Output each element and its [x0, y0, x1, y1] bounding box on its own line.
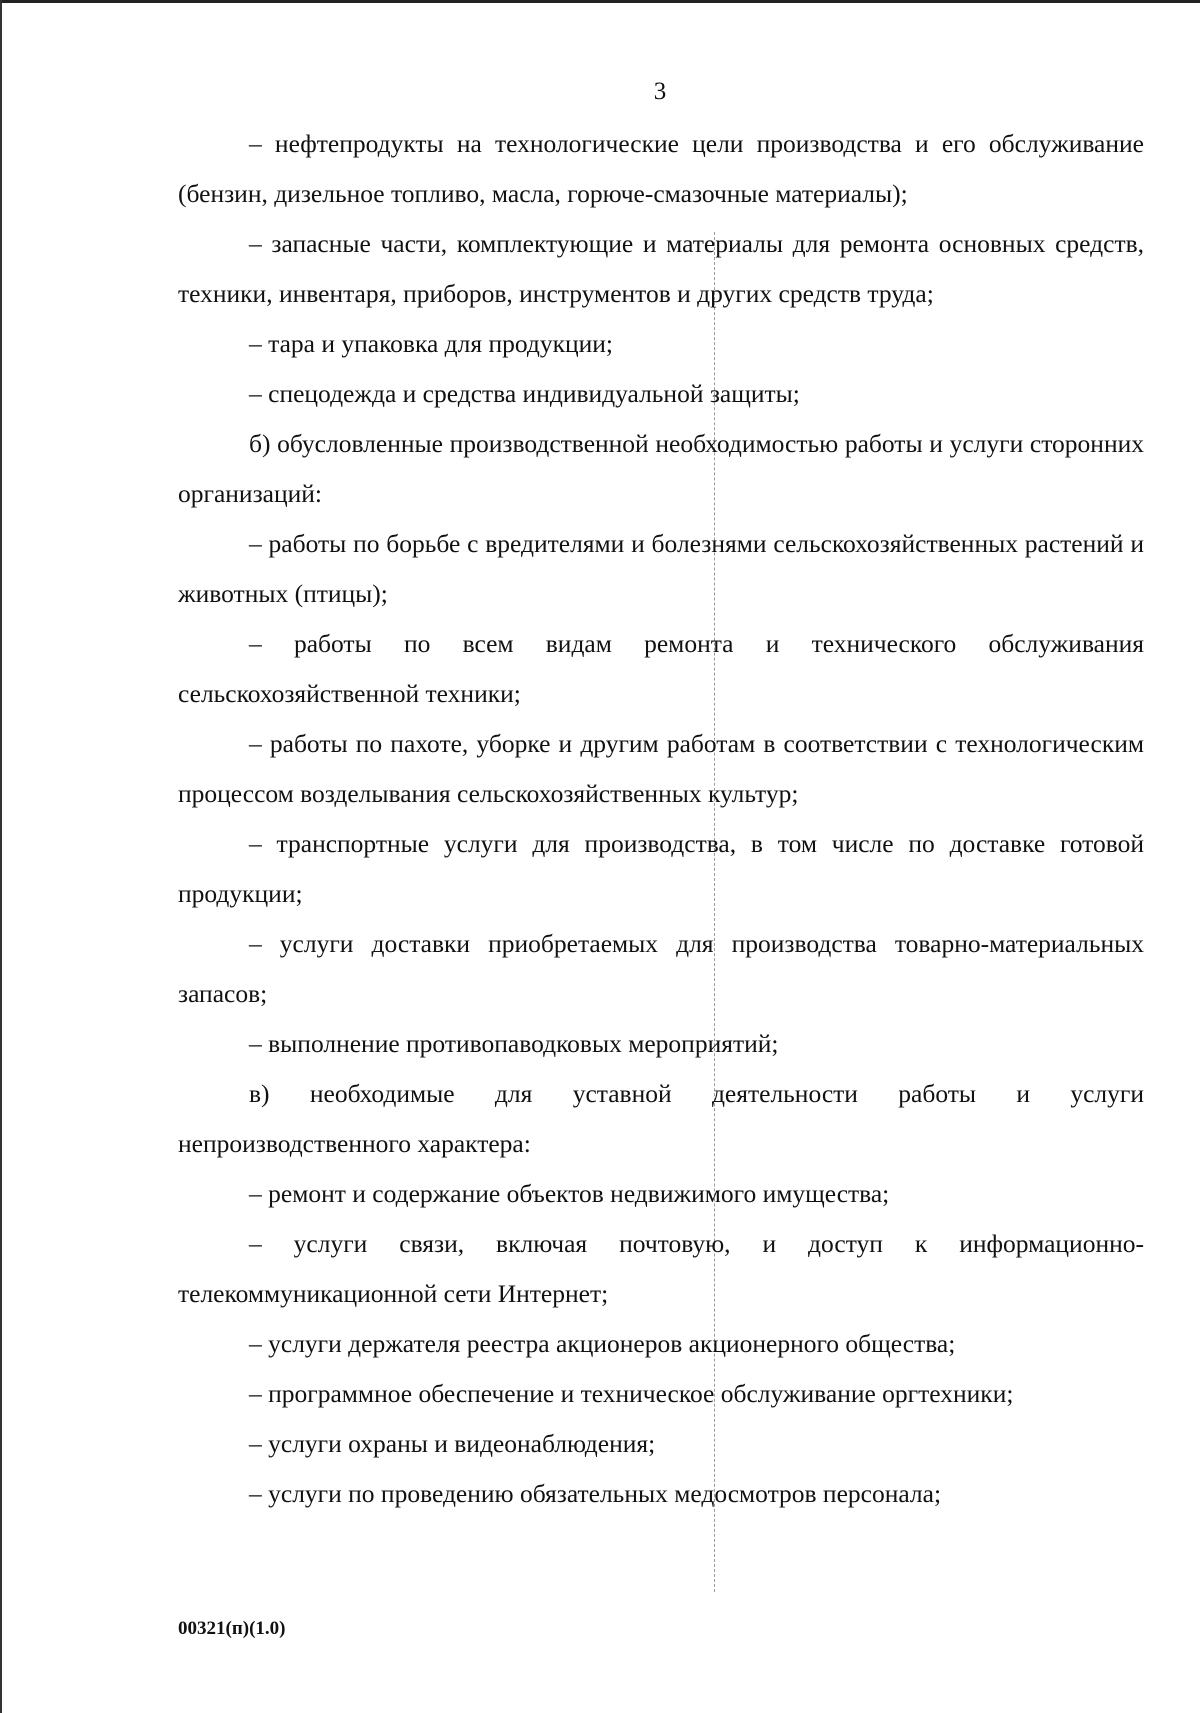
list-item-pest-control: – работы по борьбе с вредителями и болезнями сельскохозяйственных растений и животных (птицы); — [178, 529, 1144, 608]
list-item-flood-prevention: – выполнение противопаводковых мероприятий; — [249, 1029, 779, 1058]
list-item-communications: – услуги связи, включая почтовую, и доступ к информационно-телекоммуникационной сети Интернет; — [178, 1229, 1144, 1308]
document-footer-code: 00321(п)(1.0) — [178, 1618, 286, 1639]
section-c-heading: в) необходимые для уставной деятельности работы и услуги непроизводственного характера: — [178, 1079, 1144, 1158]
list-item-security: – услуги охраны и видеонаблюдения; — [249, 1429, 656, 1458]
scan-edge-left — [0, 0, 2, 1713]
list-item-software: – программное обеспечение и техническое обслуживание оргтехники; — [249, 1379, 1014, 1408]
list-item-real-estate: – ремонт и содержание объектов недвижимого имущества; — [249, 1179, 890, 1208]
list-item-medical-checkups: – услуги по проведению обязательных медосмотров персонала; — [249, 1479, 942, 1508]
list-item-field-works: – работы по пахоте, уборке и другим работам в соответствии с технологическим процессом возделывания сельскохозяйственных культур; — [178, 729, 1144, 808]
document-body — [178, 119, 1144, 1519]
section-b-heading: б) обусловленные производственной необходимостью работы и услуги сторонних организаций: — [178, 429, 1144, 508]
list-item-petroleum: – нефтепродукты на технологические цели производства и его обслуживание (бензин, дизельное топливо, масла, горюче-смазочные материалы); — [178, 129, 1144, 208]
scan-edge-top — [0, 0, 1200, 3]
list-item-delivery: – услуги доставки приобретаемых для производства товарно-материальных запасов; — [178, 929, 1144, 1008]
list-item-transport: – транспортные услуги для производства, в том числе по доставке готовой продукции; — [178, 829, 1144, 908]
list-item-packaging: – тара и упаковка для продукции; — [249, 329, 614, 358]
list-item-spare-parts: – запасные части, комплектующие и материалы для ремонта основных средств, техники, инвентаря, приборов, инструментов и других средств труда; — [178, 229, 1144, 308]
page-number: 3 — [653, 78, 667, 105]
list-item-workwear: – спецодежда и средства индивидуальной защиты; — [249, 379, 800, 408]
list-item-machinery-repair: – работы по всем видам ремонта и технического обслуживания сельскохозяйственной техники; — [178, 629, 1144, 708]
list-item-registrar: – услуги держателя реестра акционеров акционерного общества; — [249, 1329, 956, 1358]
